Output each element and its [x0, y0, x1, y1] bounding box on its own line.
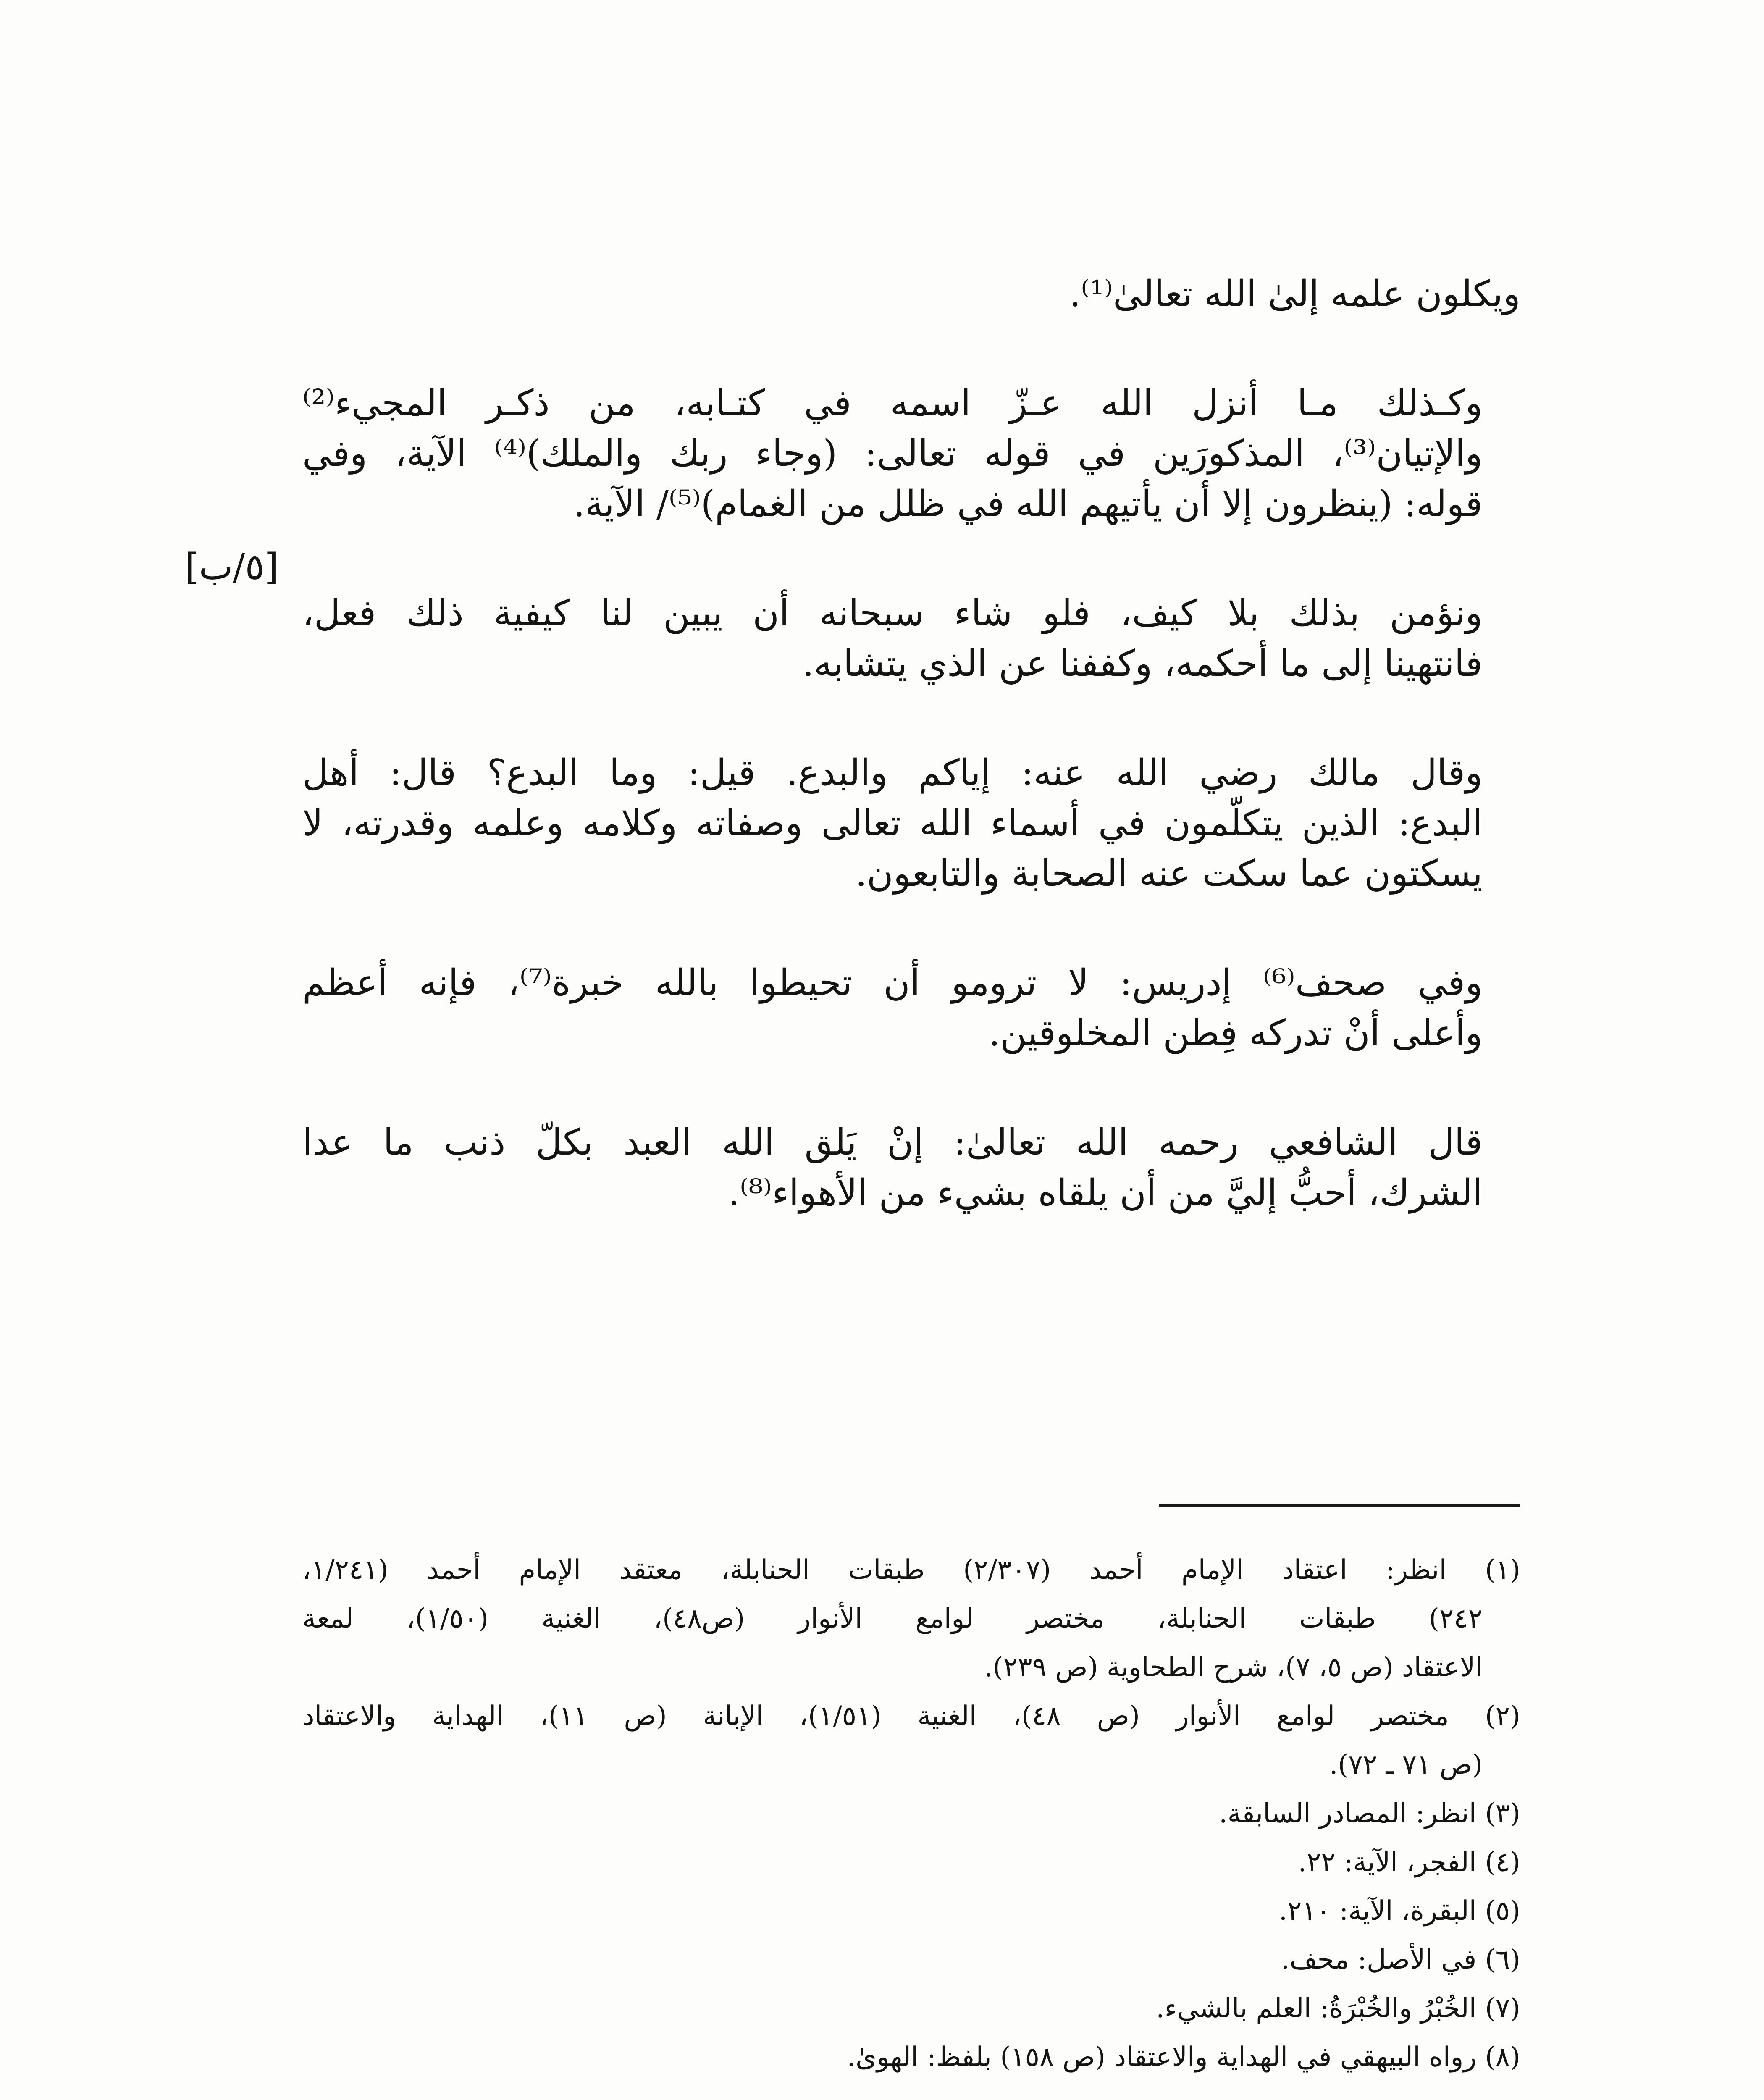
footnote-5 — [302, 1887, 1520, 1935]
footnote-2 — [302, 1692, 1520, 1789]
footnote-line: ٢٤٢) طبقات الحنابلة، مختصر لوامع الأنوار (ص٤٨)، الغنية (١/٥٠)، لمعة — [302, 1603, 1483, 1634]
text-line: فانتهينا إلى ما أحكمه، وكففنا عن الذي يتشابه. — [802, 643, 1483, 685]
manuscript-folio-marker: [٥/ب] — [185, 546, 279, 588]
footnote-line: (٢) مختصر لوامع الأنوار (ص ٤٨)، الغنية (١/٥١)، الإبانة (ص ١١)، الهداية والاعتقاد — [302, 1701, 1521, 1732]
footnote-separator — [1159, 1504, 1520, 1507]
footnote-1 — [302, 1546, 1520, 1692]
paragraph-4 — [302, 748, 1520, 899]
text-line: قال الشافعي رحمه الله تعالىٰ: إنْ يَلق الله العبد بكلّ ذنب ما عدا — [302, 1121, 1483, 1163]
main-text — [302, 269, 1520, 1277]
footnote-line: (١) انظر: اعتقاد الإمام أحمد (٢/٣٠٧) طبقات الحنابلة، معتقد الإمام أحمد (١/٢٤١، — [302, 1554, 1521, 1586]
footnote-line: (٣) انظر: المصادر السابقة. — [1219, 1798, 1520, 1829]
footnote-line: (٦) في الأصل: محف. — [1281, 1944, 1520, 1975]
footnote-3 — [302, 1789, 1520, 1838]
footnote-4 — [302, 1838, 1520, 1887]
footnote-line: الاعتقاد (ص ٥، ٧)، شرح الطحاوية (ص ٢٣٩). — [984, 1652, 1483, 1683]
paragraph-5 — [302, 958, 1520, 1058]
text-line: والإتيان⁽³⁾، المذكورَين في قوله تعالى: (وجاء ربك والملك)⁽⁴⁾ الآية، وفي — [302, 433, 1483, 475]
text-line: يسكتون عما سكت عنه الصحابة والتابعون. — [855, 853, 1483, 895]
text-line: وكـذلك مـا أنزل الله عـزّ اسمه في كتـابه، من ذكـر المجيء⁽²⁾ — [302, 382, 1483, 424]
footnotes — [302, 1546, 1520, 2082]
paragraph-3 — [302, 588, 1520, 689]
footnote-6 — [302, 1935, 1520, 1984]
text-line: الشرك، أحبُّ إليَّ من أن يلقاه بشيء من الأهواء⁽⁸⁾. — [728, 1172, 1483, 1214]
paragraph-1 — [302, 269, 1520, 319]
text-line: ويكلون علمه إلىٰ الله تعالىٰ⁽¹⁾. — [1069, 273, 1520, 315]
footnote-line: (ص ٧١ ـ ٧٢). — [1329, 1749, 1483, 1780]
text-line: ونؤمن بذلك بلا كيف، فلو شاء سبحانه أن يبين لنا كيفية ذلك فعل، — [302, 592, 1483, 634]
footnote-line: (٤) الفجر، الآية: ٢٢. — [1298, 1847, 1520, 1878]
footnote-8 — [302, 2033, 1520, 2082]
text-line: وفي صحف⁽⁶⁾ إدريس: لا ترومو أن تحيطوا بالله خبرة⁽⁷⁾، فإنه أعظم — [302, 962, 1483, 1004]
footnote-line: (٥) البقرة، الآية: ٢١٠. — [1278, 1895, 1520, 1927]
footnote-line: (٧) الخُبْرُ والخُبْرَةُ: العلم بالشيء. — [1156, 1993, 1520, 2024]
text-line: وأعلى أنْ تدركه فِطن المخلوقين. — [988, 1012, 1483, 1054]
text-line: وقال مالك رضي الله عنه: إياكم والبدع. قيل: وما البدع؟ قال: أهل — [302, 752, 1483, 794]
text-line: البدع: الذين يتكلّمون في أسماء الله تعالى وصفاته وكلامه وعلمه وقدرته، لا — [302, 802, 1483, 844]
footnote-7 — [302, 1984, 1520, 2033]
paragraph-2 — [302, 378, 1520, 529]
text-line: قوله: (ينظرون إلا أن يأتيهم الله في ظلل من الغمام)⁽⁵⁾/ الآية. — [573, 483, 1483, 525]
footnote-line: (٨) رواه البيهقي في الهداية والاعتقاد (ص ١٥٨) بلفظ: الهوىٰ. — [847, 2042, 1520, 2073]
paragraph-6 — [302, 1117, 1520, 1218]
